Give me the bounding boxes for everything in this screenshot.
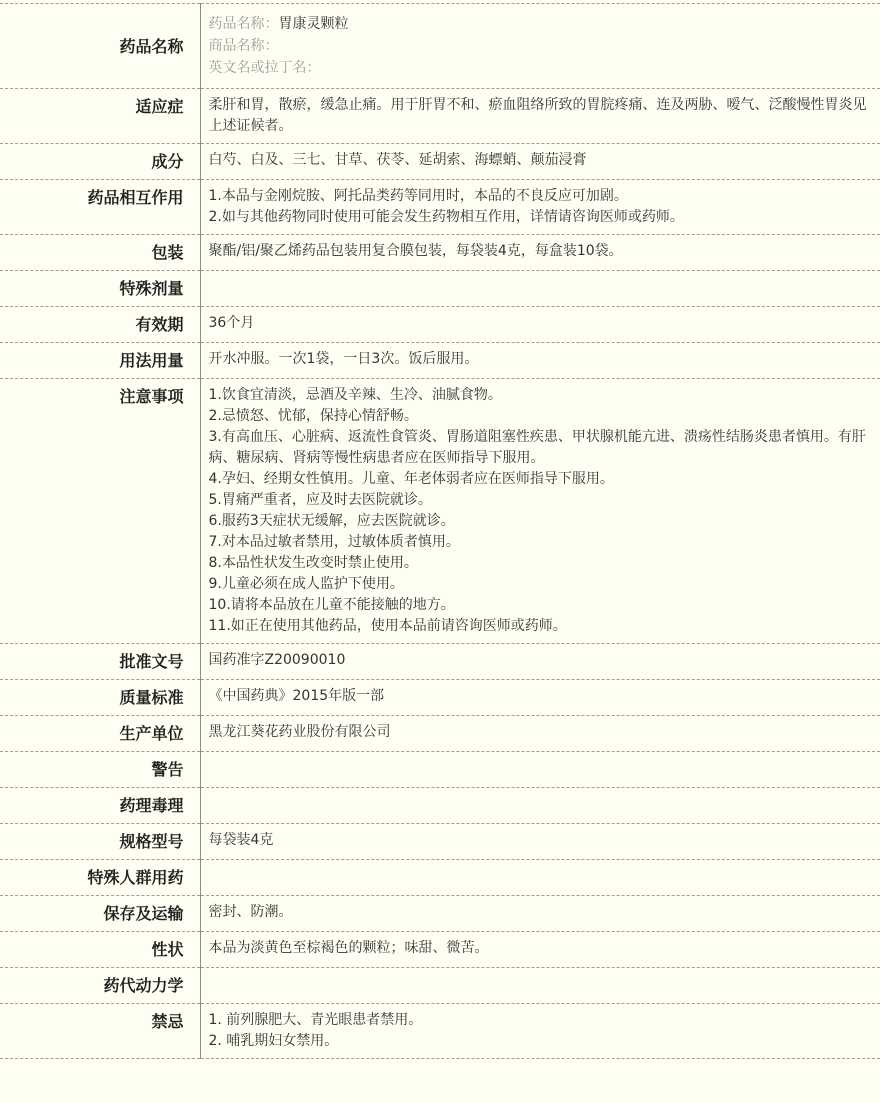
value-line: [209, 866, 869, 887]
value-line: [209, 57, 869, 79]
value-line: [209, 616, 869, 637]
table-row-precautions: [0, 379, 880, 644]
row-value-specification: [200, 824, 880, 860]
table-row-contraindications: [0, 1004, 880, 1059]
row-label-quality-standard: 质量标准: [119, 688, 184, 707]
value-line: [209, 207, 869, 228]
value-line: [209, 574, 869, 595]
row-value-manufacturer: [200, 716, 880, 752]
value-text: 聚酯/铝/聚乙烯药品包装用复合膜包装，每袋装4克，每盒装10袋。: [208, 243, 623, 259]
row-value-drug-name: [200, 4, 880, 89]
row-value-contraindications: [200, 1004, 880, 1059]
value-line: [209, 553, 869, 574]
row-label-precautions: 注意事项: [119, 387, 184, 406]
row-label-storage-transport: 保存及运输: [103, 904, 184, 923]
value-line: [209, 427, 869, 469]
row-label-specification: 规格型号: [119, 832, 184, 851]
table-row-pharmacology-toxicology: [0, 788, 880, 824]
value-text: 10.请将本品放在儿童不能接触的地方。: [208, 597, 455, 613]
drug-info-table: [0, 3, 880, 1059]
value-line: [209, 186, 869, 207]
row-label-shelf-life: 有效期: [135, 315, 184, 334]
value-line: [209, 722, 869, 743]
table-row-dosage-usage: [0, 343, 880, 379]
row-value-indications: [200, 89, 880, 144]
value-text: 3.有高血压、心脏病、返流性食管炎、胃肠道阻塞性疾患、甲状腺机能亢进、溃疡性结肠炎患者慎用。有肝病、糖尿病、肾病等慢性病患者应在医师指导下服用。: [208, 429, 866, 466]
row-label-packaging: 包装: [151, 243, 184, 262]
value-text: 《中国药典》2015年版一部: [208, 688, 385, 704]
table-row-approval-number: [0, 644, 880, 680]
value-text: 2.忌愤怒、忧郁，保持心情舒畅。: [208, 408, 418, 424]
row-label-special-populations: 特殊人群用药: [87, 868, 184, 887]
drug-info-page: [0, 3, 880, 1103]
table-row-storage-transport: [0, 896, 880, 932]
row-label-ingredients: 成分: [151, 152, 184, 171]
row-value-packaging: [200, 235, 880, 271]
row-value-precautions: [200, 379, 880, 644]
row-label-drug-name: 药品名称: [119, 36, 184, 56]
row-label-dosage-usage: 用法用量: [119, 351, 184, 370]
value-text: 1.本品与金刚烷胺、阿托品类药等同用时，本品的不良反应可加剧。: [208, 188, 628, 204]
value-text: 5.胃痛严重者，应及时去医院就诊。: [208, 492, 432, 508]
value-text: 1.饮食宜清淡，忌酒及辛辣、生冷、油腻食物。: [208, 387, 502, 403]
row-value-storage-transport: [200, 896, 880, 932]
value-text: 8.本品性状发生改变时禁止使用。: [208, 555, 418, 571]
value-text: 2. 哺乳期妇女禁用。: [208, 1033, 339, 1049]
value-text: 9.儿童必须在成人监护下使用。: [208, 576, 404, 592]
value-line: [209, 277, 869, 298]
row-label-manufacturer: 生产单位: [119, 724, 184, 743]
table-row-description: [0, 932, 880, 968]
table-row-shelf-life: [0, 307, 880, 343]
row-label-contraindications: 禁忌: [151, 1012, 184, 1031]
row-label-drug-interactions: 药品相互作用: [87, 188, 184, 207]
table-row-manufacturer: [0, 716, 880, 752]
row-label-special-dosage: 特殊剂量: [119, 279, 184, 298]
row-value-special-dosage: [200, 271, 880, 307]
value-line: [209, 13, 869, 35]
value-line: [209, 490, 869, 511]
value-line: [209, 95, 869, 137]
value-line: [209, 650, 869, 671]
table-row-drug-name: [0, 4, 880, 89]
row-value-pharmacology-toxicology: [200, 788, 880, 824]
row-value-pharmacokinetics: [200, 968, 880, 1004]
drug-info-table-body: [0, 4, 880, 1059]
value-line: [209, 511, 869, 532]
value-line: [209, 532, 869, 553]
value-line: [209, 150, 869, 171]
value-line: [209, 1010, 869, 1031]
row-value-approval-number: [200, 644, 880, 680]
value-text: 开水冲服。一次1袋，一日3次。饭后服用。: [208, 351, 479, 367]
table-row-drug-interactions: [0, 180, 880, 235]
value-text: 7.对本品过敏者禁用，过敏体质者慎用。: [208, 534, 460, 550]
value-line: [209, 974, 869, 995]
row-value-shelf-life: [200, 307, 880, 343]
value-text: 1. 前列腺肥大、青光眼患者禁用。: [208, 1012, 423, 1028]
table-row-special-populations: [0, 860, 880, 896]
value-text: 柔肝和胃，散瘀，缓急止痛。用于肝胃不和、瘀血阻络所致的胃脘疼痛、连及两胁、嗳气、泛酸慢性胃炎见上述证候者。: [208, 97, 867, 134]
value-text-muted: 英文名或拉丁名：: [208, 60, 321, 76]
value-text: 6.服药3天症状无缓解，应去医院就诊。: [208, 513, 455, 529]
table-row-indications: [0, 89, 880, 144]
value-line: [209, 1031, 869, 1052]
table-row-pharmacokinetics: [0, 968, 880, 1004]
value-text-muted: 药品名称：: [208, 16, 279, 32]
value-text-muted: 商品名称：: [208, 38, 279, 54]
row-value-warning: [200, 752, 880, 788]
value-text: 每袋装4克: [208, 832, 274, 848]
row-label-pharmacokinetics: 药代动力学: [103, 976, 184, 995]
row-value-drug-interactions: [200, 180, 880, 235]
value-line: [209, 830, 869, 851]
value-line: [209, 349, 869, 370]
row-value-special-populations: [200, 860, 880, 896]
row-label-approval-number: 批准文号: [119, 652, 184, 671]
row-label-warning: 警告: [151, 760, 184, 779]
value-line: [209, 469, 869, 490]
value-text: 黑龙江葵花药业股份有限公司: [208, 724, 391, 740]
row-label-description: 性状: [151, 940, 184, 959]
value-text: 2.如与其他药物同时使用可能会发生药物相互作用，详情请咨询医师或药师。: [208, 209, 684, 225]
value-line: [209, 595, 869, 616]
value-line: [209, 794, 869, 815]
value-line: [209, 35, 869, 57]
value-line: [209, 938, 869, 959]
value-line: [209, 313, 869, 334]
value-line: [209, 758, 869, 779]
value-text: 36个月: [208, 315, 255, 331]
value-line: [209, 241, 869, 262]
value-text: 密封、防潮。: [208, 904, 293, 920]
row-value-quality-standard: [200, 680, 880, 716]
value-text: 白芍、白及、三七、甘草、茯苓、延胡索、海螵蛸、颠茄浸膏: [208, 152, 587, 168]
table-row-quality-standard: [0, 680, 880, 716]
table-row-ingredients: [0, 144, 880, 180]
row-label-indications: 适应症: [135, 97, 184, 116]
value-text: 本品为淡黄色至棕褐色的颗粒；味甜、微苦。: [208, 940, 489, 956]
table-row-packaging: [0, 235, 880, 271]
value-line: [209, 686, 869, 707]
row-value-description: [200, 932, 880, 968]
row-value-dosage-usage: [200, 343, 880, 379]
value-line: [209, 902, 869, 923]
table-row-special-dosage: [0, 271, 880, 307]
value-line: [209, 385, 869, 406]
value-text: 11.如正在使用其他药品，使用本品前请咨询医师或药师。: [208, 618, 567, 634]
row-value-ingredients: [200, 144, 880, 180]
value-text: 国药准字Z20090010: [208, 652, 346, 668]
table-row-warning: [0, 752, 880, 788]
value-line: [209, 406, 869, 427]
value-text: 胃康灵颗粒: [278, 16, 349, 32]
table-row-specification: [0, 824, 880, 860]
row-label-pharmacology-toxicology: 药理毒理: [119, 796, 184, 815]
value-text: 4.孕妇、经期女性慎用。儿童、年老体弱者应在医师指导下服用。: [208, 471, 614, 487]
